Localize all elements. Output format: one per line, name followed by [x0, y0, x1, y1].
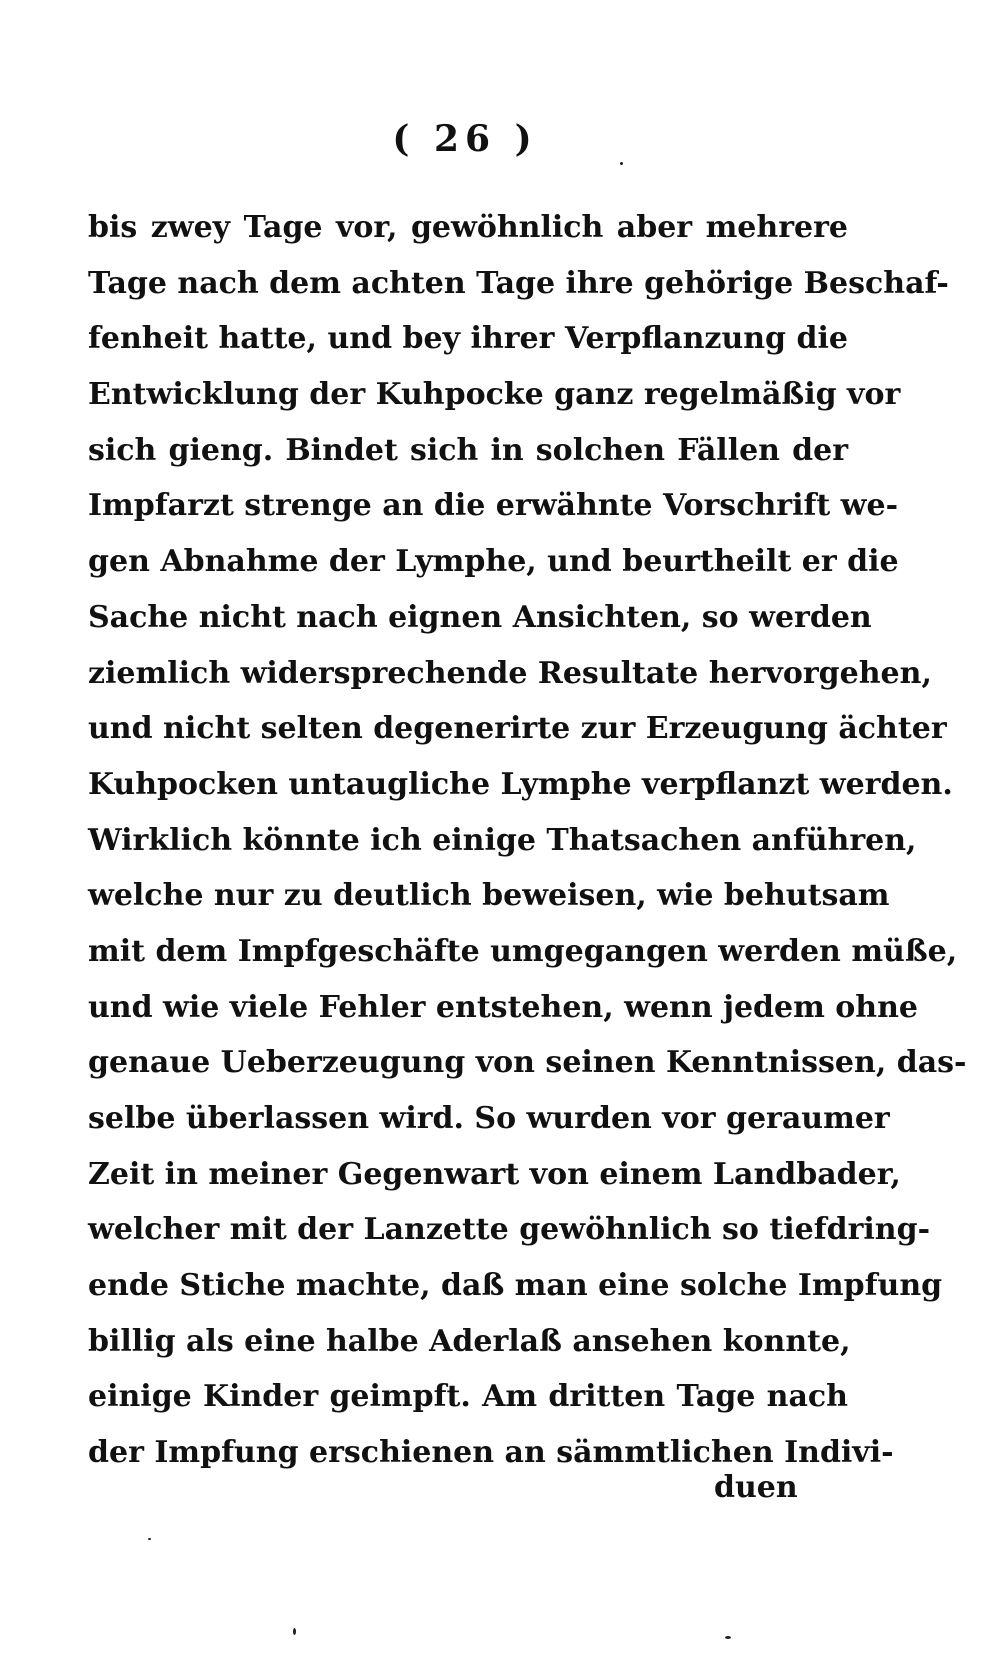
text-line: einige Kinder geimpft. Am dritten Tage nach [88, 1379, 848, 1415]
text-line: Impfarzt strenge an die erwähnte Vorschrift we- [88, 488, 899, 524]
text-line: welcher mit der Lanzette gewöhnlich so tiefdring- [88, 1212, 931, 1248]
text-line: selbe überlassen wird. So wurden vor geraumer [88, 1101, 890, 1136]
text-line: fenheit hatte, und bey ihrer Verpflanzung die [88, 321, 848, 357]
scan-speck [293, 1628, 296, 1635]
text-line: bis zwey Tage vor, gewöhnlich aber mehrere [88, 210, 848, 245]
text-line: ziemlich widersprechende Resultate hervorgehen, [88, 655, 932, 691]
text-line: welche nur zu deutlich beweisen, wie behutsam [88, 878, 890, 914]
text-line: Kuhpocken untaugliche Lymphe verpflanzt werden. [88, 766, 953, 802]
body-text [88, 200, 967, 1481]
text-line: Zeit in meiner Gegenwart von einem Landbader, [88, 1156, 901, 1192]
text-line: gen Abnahme der Lymphe, und beurtheilt er die [88, 544, 899, 580]
scan-speck [620, 162, 623, 165]
scan-speck [148, 1538, 151, 1540]
text-line: Sache nicht nach eignen Ansichten, so werden [88, 599, 872, 635]
catchword: duen [714, 1470, 798, 1505]
text-line: und nicht selten degenerirte zur Erzeugung ächter [88, 711, 947, 747]
text-line: genaue Ueberzeugung von seinen Kenntnissen, das- [88, 1045, 967, 1081]
text-line: ende Stiche machte, daß man eine solche Impfung [88, 1268, 943, 1304]
text-line: Wirklich könnte ich einige Thatsachen anführen, [88, 822, 917, 858]
text-line: Entwicklung der Kuhpocke ganz regelmäßig vor [88, 377, 901, 413]
text-line: mit dem Impfgeschäfte umgegangen werden müße, [88, 933, 958, 969]
text-line: billig als eine halbe Aderlaß ansehen konnte, [88, 1323, 851, 1359]
scan-speck [725, 1636, 731, 1639]
text-line: und wie viele Fehler entstehen, wenn jedem ohne [88, 989, 919, 1025]
text-line: sich gieng. Bindet sich in solchen Fällen der [88, 432, 848, 468]
text-line: der Impfung erschienen an sämmtlichen Indivi- [88, 1435, 894, 1471]
page-number: ( 26 ) [392, 118, 538, 160]
text-line: Tage nach dem achten Tage ihre gehörige Beschaf- [88, 265, 949, 301]
